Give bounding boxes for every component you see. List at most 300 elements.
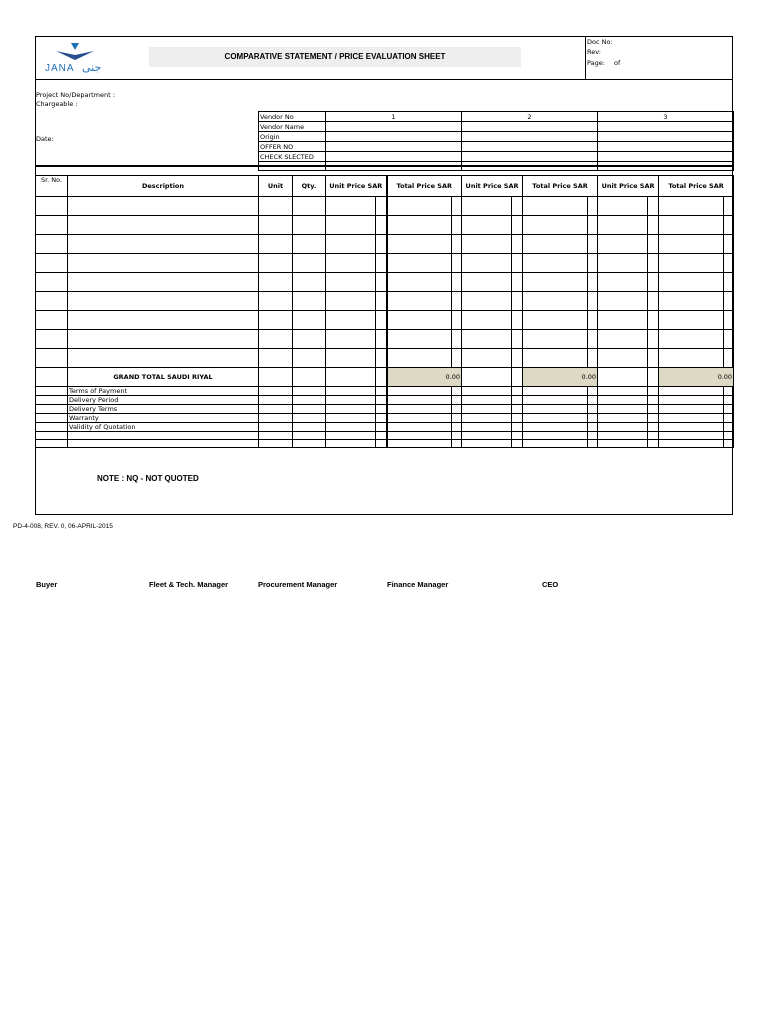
table-cell[interactable] xyxy=(659,349,724,368)
table-cell[interactable] xyxy=(36,349,68,368)
table-cell[interactable] xyxy=(36,235,68,254)
table-cell[interactable] xyxy=(259,254,293,273)
vendor-cell[interactable] xyxy=(326,132,462,142)
table-cell[interactable] xyxy=(724,254,734,273)
table-cell[interactable] xyxy=(648,216,659,235)
table-cell[interactable] xyxy=(376,292,387,311)
table-cell[interactable] xyxy=(523,405,588,414)
table-cell[interactable] xyxy=(659,405,724,414)
table-cell[interactable] xyxy=(512,235,523,254)
table-cell[interactable] xyxy=(293,440,326,448)
table-cell[interactable] xyxy=(452,216,462,235)
table-cell[interactable] xyxy=(462,349,512,368)
vendor-cell[interactable] xyxy=(326,142,462,152)
table-cell[interactable] xyxy=(293,387,326,396)
table-cell[interactable] xyxy=(326,387,376,396)
table-cell[interactable] xyxy=(376,254,387,273)
grand-total-vendor-1: 0.00 xyxy=(387,368,462,387)
table-cell[interactable] xyxy=(512,330,523,349)
table-cell[interactable] xyxy=(293,349,326,368)
grand-total-vendor-2: 0.00 xyxy=(523,368,598,387)
table-cell[interactable] xyxy=(293,311,326,330)
table-cell[interactable] xyxy=(659,396,724,405)
table-cell[interactable] xyxy=(259,387,293,396)
table-cell[interactable] xyxy=(512,216,523,235)
table-cell[interactable] xyxy=(648,432,659,440)
col-unit-price-2: Unit Price SAR xyxy=(462,176,523,197)
table-cell[interactable] xyxy=(68,432,259,440)
table-cell[interactable] xyxy=(376,216,387,235)
grand-total-cell xyxy=(512,368,523,387)
table-cell[interactable] xyxy=(452,349,462,368)
col-unit-price-3: Unit Price SAR xyxy=(598,176,659,197)
table-cell[interactable] xyxy=(523,396,588,405)
table-cell[interactable] xyxy=(68,349,259,368)
table-cell[interactable] xyxy=(724,387,734,396)
grand-total-cell xyxy=(259,368,293,387)
table-cell[interactable] xyxy=(588,440,598,448)
table-cell[interactable] xyxy=(387,440,452,448)
table-cell[interactable] xyxy=(523,423,588,432)
table-cell[interactable] xyxy=(462,432,512,440)
table-cell[interactable] xyxy=(512,197,523,216)
term-row xyxy=(36,440,734,448)
col-description: Description xyxy=(68,176,259,197)
table-cell[interactable] xyxy=(659,254,724,273)
table-cell[interactable] xyxy=(648,387,659,396)
table-cell[interactable] xyxy=(376,311,387,330)
table-cell[interactable] xyxy=(462,273,512,292)
table-cell[interactable] xyxy=(724,216,734,235)
table-separator xyxy=(35,165,733,167)
grand-total-vendor-3: 0.00 xyxy=(659,368,734,387)
signature-finance-manager: Finance Manager xyxy=(387,580,449,589)
table-cell[interactable] xyxy=(724,330,734,349)
table-header-row xyxy=(36,176,734,197)
table-cell[interactable] xyxy=(659,197,724,216)
vendor-name-label: Vendor Name xyxy=(259,122,326,132)
table-cell[interactable] xyxy=(68,292,259,311)
table-cell[interactable] xyxy=(648,405,659,414)
table-cell[interactable] xyxy=(326,311,376,330)
vendor-cell[interactable] xyxy=(326,152,462,162)
vendor-cell[interactable] xyxy=(462,132,598,142)
table-cell[interactable] xyxy=(387,414,452,423)
table-cell[interactable] xyxy=(648,349,659,368)
table-cell[interactable] xyxy=(598,349,648,368)
table-cell[interactable] xyxy=(452,330,462,349)
table-cell[interactable] xyxy=(452,440,462,448)
table-cell[interactable] xyxy=(452,432,462,440)
table-cell[interactable] xyxy=(659,330,724,349)
table-cell[interactable] xyxy=(659,311,724,330)
table-cell[interactable] xyxy=(462,197,512,216)
grand-total-row xyxy=(36,368,734,387)
table-cell[interactable] xyxy=(588,423,598,432)
table-cell[interactable] xyxy=(376,440,387,448)
table-cell[interactable] xyxy=(588,330,598,349)
table-cell[interactable] xyxy=(36,414,68,423)
table-row xyxy=(36,330,734,349)
table-cell[interactable] xyxy=(659,292,724,311)
table-cell[interactable] xyxy=(512,423,523,432)
table-cell[interactable] xyxy=(293,216,326,235)
table-cell[interactable] xyxy=(659,414,724,423)
table-cell[interactable] xyxy=(598,273,648,292)
table-cell[interactable] xyxy=(659,432,724,440)
table-cell[interactable] xyxy=(36,387,68,396)
table-cell[interactable] xyxy=(376,330,387,349)
table-cell[interactable] xyxy=(326,197,376,216)
table-cell[interactable] xyxy=(512,432,523,440)
table-cell[interactable] xyxy=(588,216,598,235)
table-cell[interactable] xyxy=(724,423,734,432)
table-cell[interactable] xyxy=(387,330,452,349)
table-cell[interactable] xyxy=(598,330,648,349)
table-cell[interactable] xyxy=(512,396,523,405)
table-cell[interactable] xyxy=(724,432,734,440)
grand-total-cell xyxy=(462,368,512,387)
table-cell[interactable] xyxy=(387,254,452,273)
table-cell[interactable] xyxy=(376,273,387,292)
col-total-price-3: Total Price SAR xyxy=(659,176,734,197)
table-cell[interactable] xyxy=(293,254,326,273)
table-cell[interactable] xyxy=(326,432,376,440)
table-cell[interactable] xyxy=(376,387,387,396)
table-cell[interactable] xyxy=(326,405,376,414)
table-cell[interactable] xyxy=(259,414,293,423)
form-reference: PD-4-008, REV. 0, 06-APRIL-2015 xyxy=(13,523,113,530)
table-cell[interactable] xyxy=(376,197,387,216)
table-cell[interactable] xyxy=(462,440,512,448)
table-cell[interactable] xyxy=(452,396,462,405)
table-cell[interactable] xyxy=(598,197,648,216)
table-cell[interactable] xyxy=(523,216,588,235)
table-cell[interactable] xyxy=(462,414,512,423)
table-cell[interactable] xyxy=(523,432,588,440)
table-cell[interactable] xyxy=(259,235,293,254)
table-cell[interactable] xyxy=(648,254,659,273)
table-cell[interactable] xyxy=(512,273,523,292)
table-cell[interactable] xyxy=(598,423,648,432)
grand-total-cell xyxy=(293,368,326,387)
table-cell[interactable] xyxy=(598,235,648,254)
col-total-price-1: Total Price SAR xyxy=(387,176,462,197)
table-cell[interactable] xyxy=(724,311,734,330)
table-cell[interactable] xyxy=(724,292,734,311)
table-cell[interactable] xyxy=(512,387,523,396)
table-cell[interactable] xyxy=(588,292,598,311)
table-cell[interactable] xyxy=(36,216,68,235)
table-cell[interactable] xyxy=(293,292,326,311)
table-cell[interactable] xyxy=(293,396,326,405)
signature-ceo: CEO xyxy=(542,580,559,589)
table-cell[interactable] xyxy=(648,197,659,216)
table-cell[interactable] xyxy=(259,440,293,448)
table-cell[interactable] xyxy=(326,254,376,273)
table-cell[interactable] xyxy=(36,273,68,292)
table-cell[interactable] xyxy=(326,216,376,235)
table-cell[interactable] xyxy=(588,273,598,292)
table-cell[interactable] xyxy=(648,396,659,405)
table-cell[interactable] xyxy=(588,396,598,405)
table-cell[interactable] xyxy=(376,235,387,254)
table-row xyxy=(36,197,734,216)
table-cell[interactable] xyxy=(68,197,259,216)
table-cell[interactable] xyxy=(523,311,588,330)
table-cell[interactable] xyxy=(293,197,326,216)
table-cell[interactable] xyxy=(387,235,452,254)
table-cell[interactable] xyxy=(376,423,387,432)
table-cell[interactable] xyxy=(259,292,293,311)
table-cell[interactable] xyxy=(598,216,648,235)
table-cell[interactable] xyxy=(68,311,259,330)
table-cell[interactable] xyxy=(462,311,512,330)
table-cell[interactable] xyxy=(452,387,462,396)
table-cell[interactable] xyxy=(724,197,734,216)
col-qty: Qty. xyxy=(293,176,326,197)
table-cell[interactable] xyxy=(259,432,293,440)
table-cell[interactable] xyxy=(598,440,648,448)
table-cell[interactable] xyxy=(452,292,462,311)
table-cell[interactable] xyxy=(259,273,293,292)
table-cell[interactable] xyxy=(659,235,724,254)
table-cell[interactable] xyxy=(259,311,293,330)
term-row xyxy=(36,405,734,414)
table-cell[interactable] xyxy=(462,235,512,254)
table-cell[interactable] xyxy=(326,396,376,405)
table-cell[interactable] xyxy=(462,216,512,235)
table-cell[interactable] xyxy=(598,396,648,405)
table-cell[interactable] xyxy=(293,273,326,292)
vendor-cell[interactable] xyxy=(598,152,734,162)
table-cell[interactable] xyxy=(462,330,512,349)
table-cell[interactable] xyxy=(68,440,259,448)
grand-total-cell xyxy=(376,368,387,387)
table-cell[interactable] xyxy=(523,414,588,423)
table-cell[interactable] xyxy=(462,254,512,273)
table-cell[interactable] xyxy=(588,254,598,273)
table-cell[interactable] xyxy=(387,432,452,440)
page-label: Page: xyxy=(587,59,605,67)
table-cell[interactable] xyxy=(523,197,588,216)
table-cell[interactable] xyxy=(659,216,724,235)
table-cell[interactable] xyxy=(523,273,588,292)
table-cell[interactable] xyxy=(462,423,512,432)
table-cell[interactable] xyxy=(659,387,724,396)
vendor-cell[interactable] xyxy=(462,122,598,132)
table-cell[interactable] xyxy=(68,254,259,273)
table-cell[interactable] xyxy=(588,432,598,440)
page-of-label: of xyxy=(614,59,621,67)
table-cell[interactable] xyxy=(326,349,376,368)
table-cell[interactable] xyxy=(36,396,68,405)
table-cell[interactable] xyxy=(588,414,598,423)
table-cell[interactable] xyxy=(588,197,598,216)
table-cell[interactable] xyxy=(376,349,387,368)
table-cell[interactable] xyxy=(523,349,588,368)
table-cell[interactable] xyxy=(512,414,523,423)
table-cell[interactable] xyxy=(259,197,293,216)
table-cell[interactable] xyxy=(376,396,387,405)
table-cell[interactable] xyxy=(598,292,648,311)
table-cell[interactable] xyxy=(452,405,462,414)
table-cell[interactable] xyxy=(293,405,326,414)
table-cell[interactable] xyxy=(387,349,452,368)
table-cell[interactable] xyxy=(648,330,659,349)
table-cell[interactable] xyxy=(36,292,68,311)
table-cell[interactable] xyxy=(598,387,648,396)
table-cell[interactable] xyxy=(659,423,724,432)
table-cell[interactable] xyxy=(36,330,68,349)
table-cell[interactable] xyxy=(462,405,512,414)
table-cell[interactable] xyxy=(512,405,523,414)
table-row xyxy=(36,311,734,330)
table-cell[interactable] xyxy=(659,440,724,448)
table-cell[interactable] xyxy=(68,273,259,292)
vendor-cell[interactable] xyxy=(326,122,462,132)
table-cell[interactable] xyxy=(452,423,462,432)
table-cell[interactable] xyxy=(36,423,68,432)
table-cell[interactable] xyxy=(293,432,326,440)
table-cell[interactable] xyxy=(326,423,376,432)
table-cell[interactable] xyxy=(36,254,68,273)
table-cell[interactable] xyxy=(512,254,523,273)
table-cell[interactable] xyxy=(512,311,523,330)
table-cell[interactable] xyxy=(387,387,452,396)
table-row xyxy=(36,216,734,235)
table-cell[interactable] xyxy=(36,440,68,448)
table-cell[interactable] xyxy=(387,311,452,330)
table-cell[interactable] xyxy=(259,216,293,235)
table-cell[interactable] xyxy=(326,273,376,292)
table-cell[interactable] xyxy=(259,396,293,405)
table-cell[interactable] xyxy=(588,349,598,368)
table-cell[interactable] xyxy=(68,216,259,235)
table-cell[interactable] xyxy=(523,440,588,448)
table-cell[interactable] xyxy=(659,273,724,292)
table-cell[interactable] xyxy=(598,432,648,440)
table-cell[interactable] xyxy=(724,414,734,423)
table-cell[interactable] xyxy=(293,423,326,432)
table-cell[interactable] xyxy=(598,311,648,330)
table-cell[interactable] xyxy=(452,254,462,273)
table-cell[interactable] xyxy=(523,235,588,254)
table-cell[interactable] xyxy=(648,292,659,311)
table-cell[interactable] xyxy=(598,254,648,273)
table-cell[interactable] xyxy=(68,330,259,349)
table-cell[interactable] xyxy=(326,330,376,349)
table-cell[interactable] xyxy=(598,414,648,423)
table-cell[interactable] xyxy=(326,414,376,423)
table-cell[interactable] xyxy=(259,349,293,368)
table-cell[interactable] xyxy=(293,235,326,254)
table-cell[interactable] xyxy=(376,432,387,440)
grand-total-cell xyxy=(598,368,648,387)
table-cell[interactable] xyxy=(452,197,462,216)
table-cell[interactable] xyxy=(523,330,588,349)
table-cell[interactable] xyxy=(387,292,452,311)
table-cell[interactable] xyxy=(648,273,659,292)
table-cell[interactable] xyxy=(387,216,452,235)
table-cell[interactable] xyxy=(326,235,376,254)
vendor-cell[interactable] xyxy=(462,142,598,152)
table-cell[interactable] xyxy=(588,235,598,254)
table-cell[interactable] xyxy=(512,349,523,368)
table-row xyxy=(36,292,734,311)
table-cell[interactable] xyxy=(387,405,452,414)
term-row xyxy=(36,423,734,432)
table-cell[interactable] xyxy=(724,235,734,254)
table-cell[interactable] xyxy=(326,440,376,448)
table-cell[interactable] xyxy=(648,414,659,423)
table-cell[interactable] xyxy=(452,311,462,330)
table-cell[interactable] xyxy=(588,387,598,396)
table-cell[interactable] xyxy=(387,273,452,292)
table-cell[interactable] xyxy=(724,349,734,368)
table-cell[interactable] xyxy=(724,440,734,448)
vendor-number-3: 3 xyxy=(598,112,734,122)
vendor-cell[interactable] xyxy=(598,132,734,142)
table-cell[interactable] xyxy=(648,235,659,254)
table-cell[interactable] xyxy=(452,273,462,292)
vendor-number-2: 2 xyxy=(462,112,598,122)
table-cell[interactable] xyxy=(588,311,598,330)
table-cell[interactable] xyxy=(452,414,462,423)
table-cell[interactable] xyxy=(724,396,734,405)
table-cell[interactable] xyxy=(387,423,452,432)
table-cell[interactable] xyxy=(36,432,68,440)
table-cell[interactable] xyxy=(724,273,734,292)
signature-procurement-manager: Procurement Manager xyxy=(258,580,338,589)
table-cell[interactable] xyxy=(462,387,512,396)
table-cell[interactable] xyxy=(512,292,523,311)
table-cell[interactable] xyxy=(293,414,326,423)
table-cell[interactable] xyxy=(326,292,376,311)
table-cell[interactable] xyxy=(259,330,293,349)
table-cell[interactable] xyxy=(523,387,588,396)
table-cell[interactable] xyxy=(36,405,68,414)
table-cell[interactable] xyxy=(588,405,598,414)
table-cell[interactable] xyxy=(648,423,659,432)
vendor-cell[interactable] xyxy=(598,122,734,132)
vendor-cell[interactable] xyxy=(462,152,598,162)
table-cell[interactable] xyxy=(598,405,648,414)
table-cell[interactable] xyxy=(387,197,452,216)
table-cell[interactable] xyxy=(523,254,588,273)
table-cell[interactable] xyxy=(68,235,259,254)
table-cell[interactable] xyxy=(259,405,293,414)
table-cell[interactable] xyxy=(724,405,734,414)
table-cell[interactable] xyxy=(648,311,659,330)
table-cell[interactable] xyxy=(523,292,588,311)
table-cell[interactable] xyxy=(376,405,387,414)
table-cell[interactable] xyxy=(648,440,659,448)
table-cell[interactable] xyxy=(36,197,68,216)
table-cell[interactable] xyxy=(452,235,462,254)
table-cell[interactable] xyxy=(293,330,326,349)
table-cell[interactable] xyxy=(462,396,512,405)
term-row xyxy=(36,396,734,405)
vendor-cell[interactable] xyxy=(598,142,734,152)
table-cell[interactable] xyxy=(387,396,452,405)
table-cell[interactable] xyxy=(259,423,293,432)
signature-buyer: Buyer xyxy=(36,580,58,589)
table-cell[interactable] xyxy=(376,414,387,423)
table-cell[interactable] xyxy=(36,311,68,330)
table-cell[interactable] xyxy=(462,292,512,311)
table-cell[interactable] xyxy=(512,440,523,448)
